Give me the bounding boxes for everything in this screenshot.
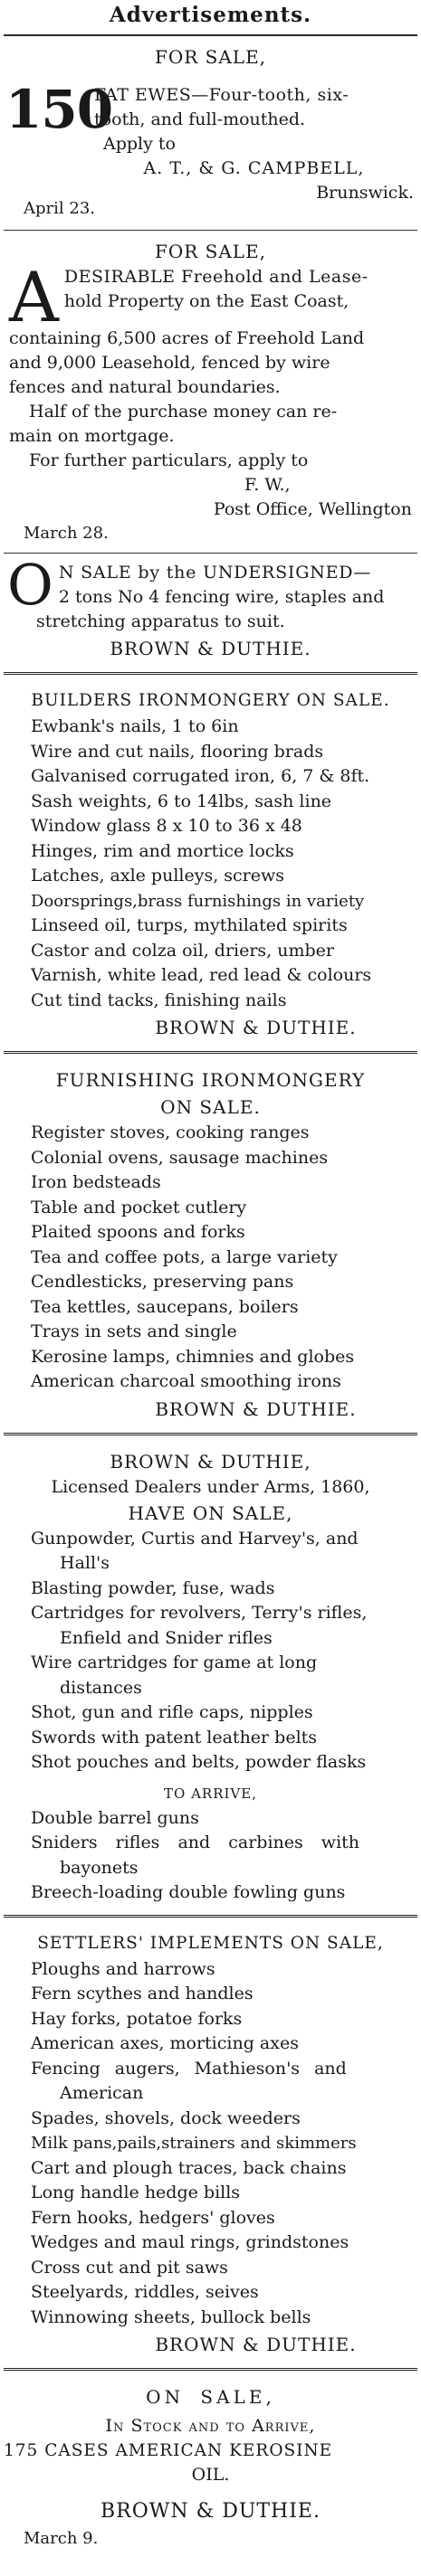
list-item: Latches, axle pulleys, screws (31, 866, 285, 886)
list-item: Register stoves, cooking ranges (31, 1122, 310, 1142)
list-item: Cendlesticks, preserving pans (31, 1272, 294, 1292)
ad-signature: F. W., (244, 475, 291, 495)
ad-line: tooth, and full-mouthed. (94, 109, 306, 129)
list-item: American (60, 2083, 144, 2103)
list-item: Sash weights, 6 to 14lbs, sash line (31, 791, 332, 811)
list-item: Varnish, white lead, red lead & colours (31, 965, 372, 985)
divider (4, 230, 417, 231)
divider (4, 34, 417, 36)
list-item: Tea kettles, saucepans, boilers (31, 1296, 299, 1317)
ad-subheading: Licensed Dealers under Arms, 1860, (51, 1476, 370, 1497)
ad-body (94, 83, 414, 205)
list-item: American axes, morticing axes (31, 2033, 299, 2053)
to-arrive-label: TO ARRIVE, (164, 1785, 257, 1802)
list-item: Cartridges for revolvers, Terry's rifles, (31, 1603, 368, 1623)
list-item: Shot, gun and rifle caps, nipples (31, 1702, 313, 1722)
ad-heading: FURNISHING IRONMONGERY (55, 1069, 366, 1091)
ad-builders-ironmongery (4, 687, 417, 1042)
ad-fat-ewes (4, 43, 417, 201)
list-item: Blasting powder, fuse, wads (31, 1577, 275, 1598)
ad-kerosine-oil (4, 2383, 417, 2551)
list-item: Breech-loading double fowling guns (31, 1882, 346, 1902)
list-item: Steelyards, riddles, seives (31, 2282, 259, 2302)
list-item: Fern scythes and handles (31, 1984, 254, 2003)
drop-cap: O (7, 552, 53, 618)
ad-heading: FOR SALE, (154, 241, 267, 262)
list-item: Winnowing sheets, bullock bells (31, 2306, 311, 2327)
ad-date: March 9. (24, 2529, 99, 2548)
list-item: Long handle hedge bills (31, 2183, 241, 2202)
list-item: Ewbank's nails, 1 to 6in (31, 716, 239, 736)
ad-line: stretching apparatus to suit. (36, 611, 285, 631)
ad-furnishing-ironmongery (4, 1066, 417, 1424)
list-item: American charcoal smoothing irons (31, 1371, 341, 1391)
ad-line: DESIRABLE Freehold and Lease- (63, 267, 368, 287)
list-item: Hay forks, potatoe forks (31, 2008, 243, 2029)
ad-signature: BROWN & DUTHIE. (100, 2500, 321, 2523)
divider (4, 672, 417, 675)
ad-line: 2 tons No 4 fencing wire, staples and (58, 587, 385, 607)
page-title: Advertisements. (109, 3, 312, 27)
list-item: Table and pocket cutlery (31, 1197, 247, 1217)
ad-heading: BROWN & DUTHIE, (110, 1450, 311, 1473)
list-item: Sniders rifles and carbines with (31, 1833, 360, 1852)
divider (4, 1915, 417, 1918)
list-item: Doorsprings,brass furnishings in variety (31, 891, 365, 911)
ad-signature: BROWN & DUTHIE. (155, 2334, 357, 2355)
ad-line: hold Property on the East Coast, (63, 291, 349, 311)
drop-cap: A (9, 257, 59, 337)
ad-settlers-implements (4, 1930, 417, 2360)
divider (4, 1051, 417, 1054)
ad-signature: BROWN & DUTHIE. (155, 1017, 357, 1038)
ad-line: For further particulars, apply to (29, 450, 309, 470)
list-item: Fencing augers, Mathieson's and (31, 2058, 347, 2079)
divider (4, 2368, 417, 2371)
ad-place: Brunswick. (316, 183, 414, 203)
ad-subheading: ON SALE. (160, 1096, 261, 1118)
list-item: Plaited spoons and forks (31, 1222, 245, 1242)
list-item: Trays in sets and single (31, 1321, 237, 1341)
list-item: Cut tind tacks, finishing nails (31, 990, 287, 1010)
list-item: Double barrel guns (31, 1807, 199, 1828)
ad-line: FAT EWES—Four-tooth, six- (94, 85, 349, 105)
ad-body (4, 257, 417, 522)
list-item: Castor and colza oil, driers, umber (31, 940, 335, 961)
ad-heading: ON SALE, (146, 2386, 275, 2408)
list-item: Hall's (60, 1553, 110, 1573)
ad-line: Apply to (103, 134, 176, 154)
newspaper-column (4, 0, 417, 2551)
list-item: Linseed oil, turps, mythilated spirits (31, 915, 348, 935)
ad-signature: BROWN & DUTHIE. (155, 1397, 357, 1420)
list-item: Cross cut and pit saws (31, 2257, 228, 2278)
list-item: Swords with patent leather belts (31, 1727, 318, 1747)
divider (4, 1433, 417, 1435)
list-item: Wedges and maul rings, grindstones (31, 2232, 349, 2252)
list-item: Hinges, rim and mortice locks (31, 840, 294, 861)
ad-body (4, 552, 417, 634)
ad-line: containing 6,500 acres of Freehold Land (9, 328, 365, 348)
ad-arms-dealers (4, 1448, 417, 1906)
ad-line: N SALE by the UNDERSIGNED— (58, 563, 372, 582)
list-item: Galvanised corrugated iron, 6, 7 & 8ft. (31, 766, 370, 786)
ad-signature: A. T., & G. CAMPBELL, (143, 158, 365, 178)
ad-line: OIL. (191, 2465, 230, 2485)
ad-line: main on mortgage. (9, 426, 175, 446)
ad-signature: BROWN & DUTHIE. (110, 638, 311, 659)
list-item: Wire and cut nails, flooring brads (31, 741, 324, 762)
list-item: Cart and plough traces, back chains (31, 2157, 347, 2178)
ad-date: March 28. (24, 524, 109, 543)
list-item: Gunpowder, Curtis and Harvey's, and (31, 1528, 359, 1548)
list-item: Colonial ovens, sausage machines (31, 1147, 329, 1168)
ad-line: fences and natural boundaries. (9, 377, 281, 397)
ad-line: and 9,000 Leasehold, fenced by wire (9, 353, 330, 373)
ad-freehold-property (4, 238, 417, 545)
ad-subheading: In Stock and to Arrive, (105, 2416, 316, 2436)
list-item: Wire cartridges for game at long (31, 1653, 318, 1672)
list-item: bayonets (60, 1857, 139, 1878)
list-item: distances (60, 1677, 142, 1698)
list-item: Fern hooks, hedgers' gloves (31, 2207, 275, 2228)
list-item: Tea and coffee pots, a large variety (31, 1246, 338, 1267)
list-item: Ploughs and harrows (31, 1958, 215, 1979)
ad-date: April 23. (24, 199, 95, 218)
ad-subheading: HAVE ON SALE, (128, 1501, 293, 1524)
ad-fencing-wire (4, 552, 417, 663)
list-item: Iron bedsteads (31, 1172, 161, 1192)
list-item: Window glass 8 x 10 to 36 x 48 (31, 816, 302, 836)
quantity-number: 150 (5, 79, 113, 140)
ad-line: Half of the purchase money can re- (29, 402, 338, 421)
ad-heading: FOR SALE, (154, 46, 267, 68)
list-item: Shot pouches and belts, powder flasks (31, 1752, 367, 1772)
list-item: Spades, shovels, dock weeders (31, 2107, 301, 2128)
ad-heading: BUILDERS IRONMONGERY ON SALE. (31, 691, 390, 710)
divider (4, 553, 417, 554)
ad-heading: SETTLERS' IMPLEMENTS ON SALE, (37, 1933, 384, 1953)
list-item: Kerosine lamps, chimnies and globes (31, 1346, 355, 1367)
list-item: Enfield and Snider rifles (60, 1627, 273, 1648)
list-item: Milk pans,pails,strainers and skimmers (31, 2134, 357, 2153)
ad-line: 175 CASES AMERICAN KEROSINE (4, 2441, 333, 2460)
ad-place: Post Office, Wellington (213, 499, 412, 519)
